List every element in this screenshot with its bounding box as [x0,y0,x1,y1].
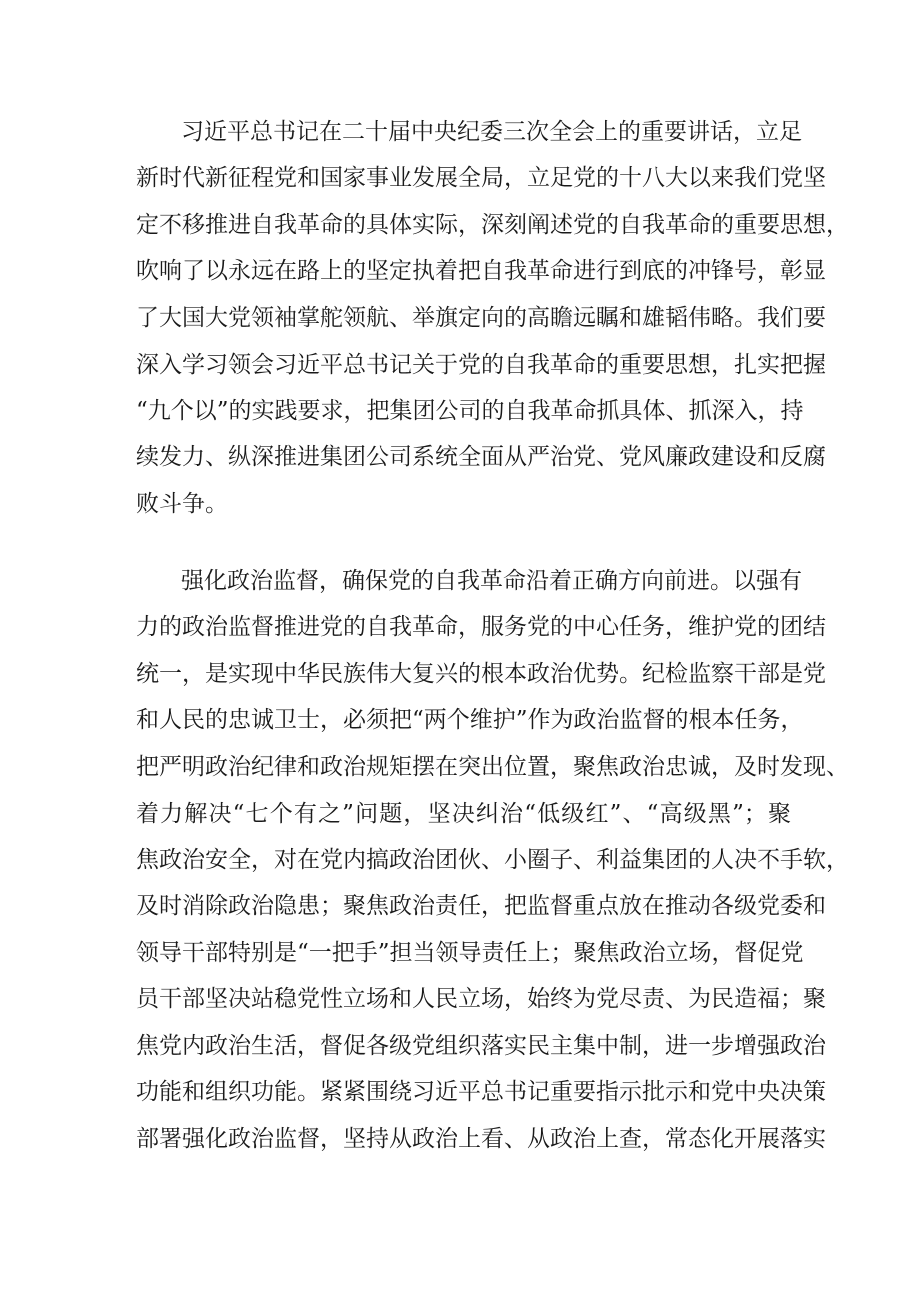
paragraph-line: “九个以”的实践要求，把集团公司的自我革命抓具体、抓深入，持 [136,398,804,424]
paragraph-line: 领导干部特别是“一把手”担当领导责任上；聚焦政治立场，督促党 [136,940,804,966]
paragraph-line: 续发力、纵深推进集团公司系统全面从严治党、党风廉政建设和反腐 [136,444,826,470]
paragraph-line: 新时代新征程党和国家事业发展全局，立足党的十八大以来我们党坚 [136,165,826,191]
paragraph-line: 员干部坚决站稳党性立场和人民立场，始终为党尽责、为民造福；聚 [136,986,826,1012]
paragraph-line: 统一，是实现中华民族伟大复兴的根本政治优势。纪检监察干部是党 [136,661,826,687]
paragraph-line: 着力解决“七个有之”问题，坚决纠治“低级红”、“高级黑”；聚 [136,801,791,827]
paragraph-line: 焦政治安全，对在党内搞政治团伙、小圈子、利益集团的人决不手软， [136,847,849,873]
paragraph-line: 把严明政治纪律和政治规矩摆在突出位置，聚焦政治忠诚，及时发现、 [136,754,849,780]
paragraph-line: 和人民的忠诚卫士，必须把“两个维护”作为政治监督的根本任务， [136,707,804,733]
paragraph-line: 吹响了以永远在路上的坚定执着把自我革命进行到底的冲锋号，彰显 [136,258,826,284]
paragraph-line: 功能和组织功能。紧紧围绕习近平总书记重要指示批示和党中央决策 [136,1079,826,1105]
paragraph-line: 习近平总书记在二十届中央纪委三次全会上的重要讲话，立足 [181,119,802,145]
paragraph-line: 深入学习领会习近平总书记关于党的自我革命的重要思想，扎实把握 [136,352,826,378]
paragraph-line: 及时消除政治隐患；聚焦政治责任，把监督重点放在推动各级党委和 [136,893,826,919]
paragraph-line: 定不移推进自我革命的具体实际，深刻阐述党的自我革命的重要思想， [136,212,849,238]
paragraph-line: 败斗争。 [136,491,228,517]
paragraph-line: 强化政治监督，确保党的自我革命沿着正确方向前进。以强有 [181,568,802,594]
paragraph-line: 了大国大党领袖掌舵领航、举旗定向的高瞻远瞩和雄韬伟略。我们要 [136,305,826,331]
paragraph-line: 焦党内政治生活，督促各级党组织落实民主集中制，进一步增强政治 [136,1033,826,1059]
paragraph-line: 部署强化政治监督，坚持从政治上看、从政治上查，常态化开展落实 [136,1126,826,1152]
paragraph-line: 力的政治监督推进党的自我革命，服务党的中心任务，维护党的团结 [136,614,826,640]
